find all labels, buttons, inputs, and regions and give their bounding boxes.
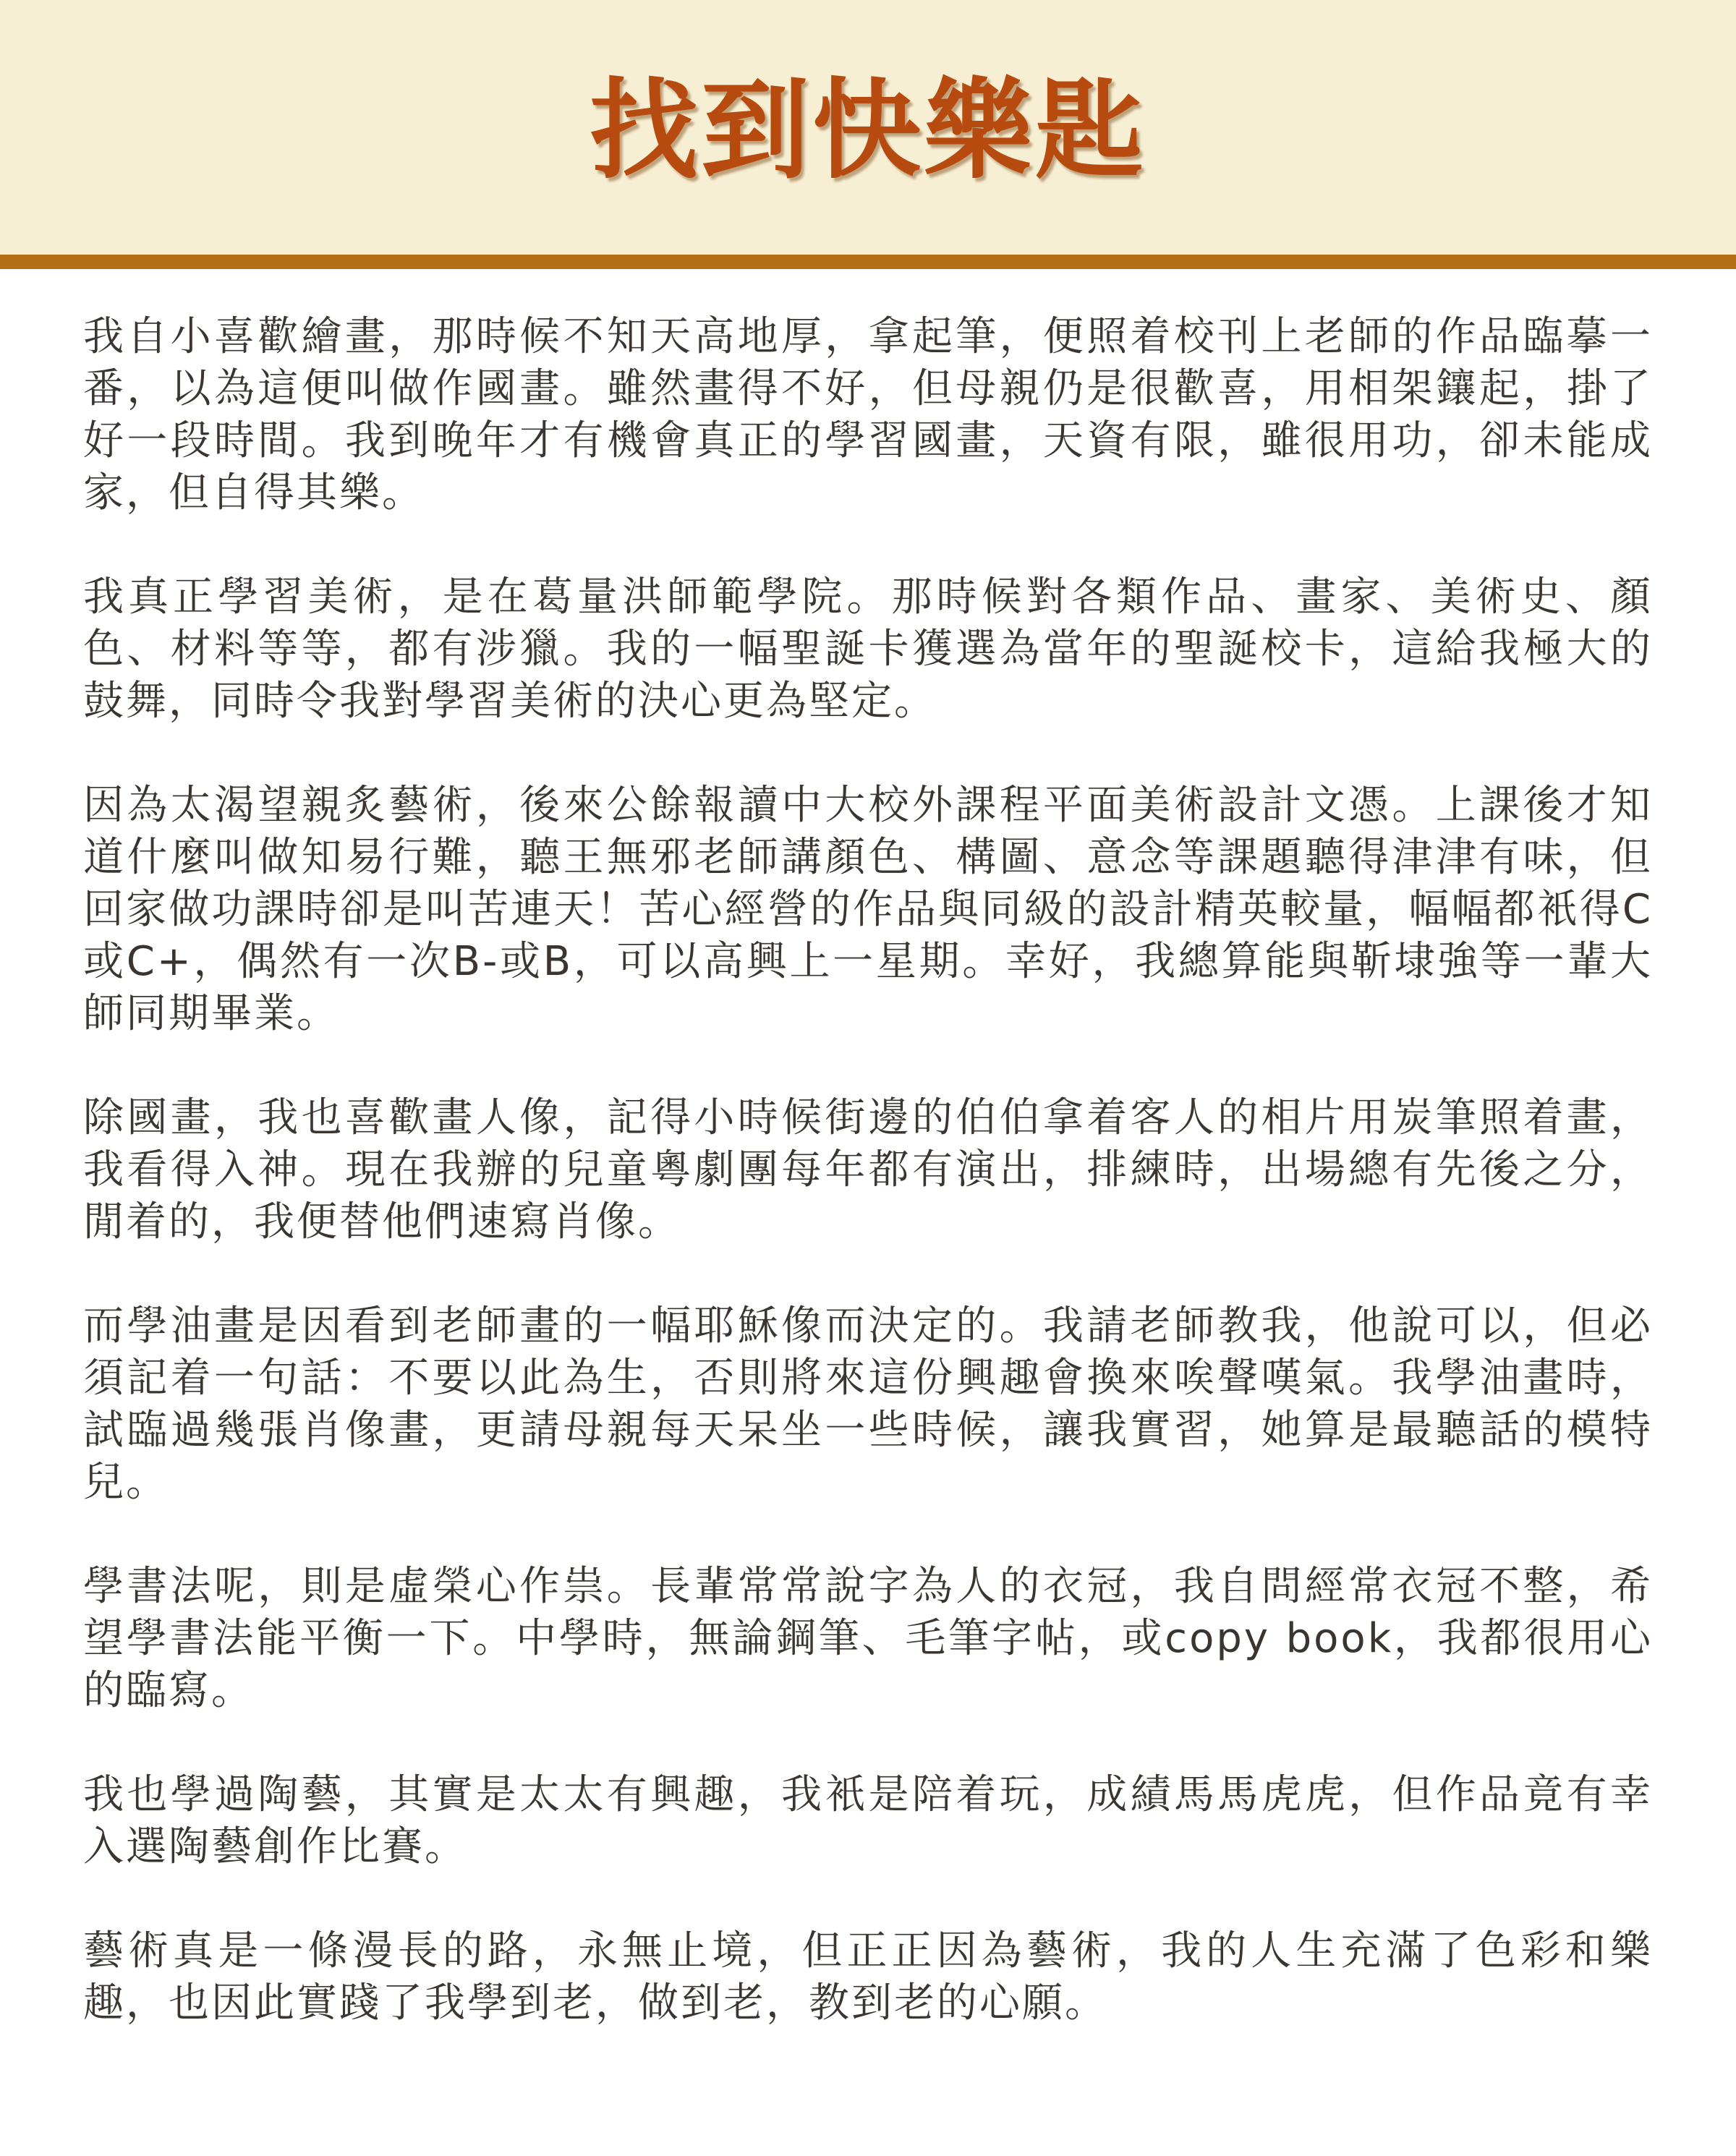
article-body bbox=[83, 311, 1653, 2029]
paragraph-1: 我自小喜歡繪畫，那時候不知天高地厚，拿起筆，便照着校刊上老師的作品臨摹一番，以為這便叫做作國畫。雖然畫得不好，但母親仍是很歡喜，用相架鑲起，掛了好一段時間。我到晚年才有機會真正的學習國畫，天資有限，雖很用功，卻未能成家，但自得其樂。 bbox=[83, 313, 1653, 516]
paragraph-2: 我真正學習美術，是在葛量洪師範學院。那時候對各類作品、畫家、美術史、顏色、材料等等，都有涉獵。我的一幅聖誕卡獲選為當年的聖誕校卡，這給我極大的鼓舞，同時令我對學習美術的決心更為堅定。 bbox=[83, 574, 1653, 725]
paragraph-3: 因為太渴望親炙藝術，後來公餘報讀中大校外課程平面美術設計文憑。上課後才知道什麼叫做知易行難，聽王無邪老師講顏色、構圖、意念等課題聽得津津有味，但回家做功課時卻是叫苦連天！苦心經營的作品與同級的設計精英較量，幅幅都衹得C或C+，偶然有一次B-或B，可以高興上一星期。幸好，我總算能與靳埭強等一輩大師同期畢業。 bbox=[83, 782, 1653, 1037]
page-title: 找到快樂匙 bbox=[589, 67, 1146, 194]
banner-divider bbox=[0, 255, 1736, 269]
paragraph-7: 我也學過陶藝，其實是太太有興趣，我衹是陪着玩，成績馬馬虎虎，但作品竟有幸入選陶藝創作比賽。 bbox=[83, 1771, 1653, 1870]
paragraph-6: 學書法呢，則是虛榮心作祟。長輩常常說字為人的衣冠，我自問經常衣冠不整，希望學書法能平衡一下。中學時，無論鋼筆、毛筆字帖，或copy book，我都很用心的臨寫。 bbox=[83, 1563, 1653, 1714]
paragraph-5: 而學油畫是因看到老師畫的一幅耶穌像而決定的。我請老師教我，他說可以，但必須記着一句話：不要以此為生，否則將來這份興趣會換來唉聲嘆氣。我學油畫時，試臨過幾張肖像畫，更請母親每天呆坐一些時候，讓我實習，她算是最聽話的模特兒。 bbox=[83, 1303, 1653, 1506]
paragraph-4: 除國畫，我也喜歡畫人像，記得小時候街邊的伯伯拿着客人的相片用炭筆照着畫，我看得入神。現在我辦的兒童粵劇團每年都有演出，排練時，出場總有先後之分，閒着的，我便替他們速寫肖像。 bbox=[83, 1094, 1653, 1245]
paragraph-8: 藝術真是一條漫長的路，永無止境，但正正因為藝術，我的人生充滿了色彩和樂趣，也因此實踐了我學到老，做到老，教到老的心願。 bbox=[83, 1927, 1653, 2027]
